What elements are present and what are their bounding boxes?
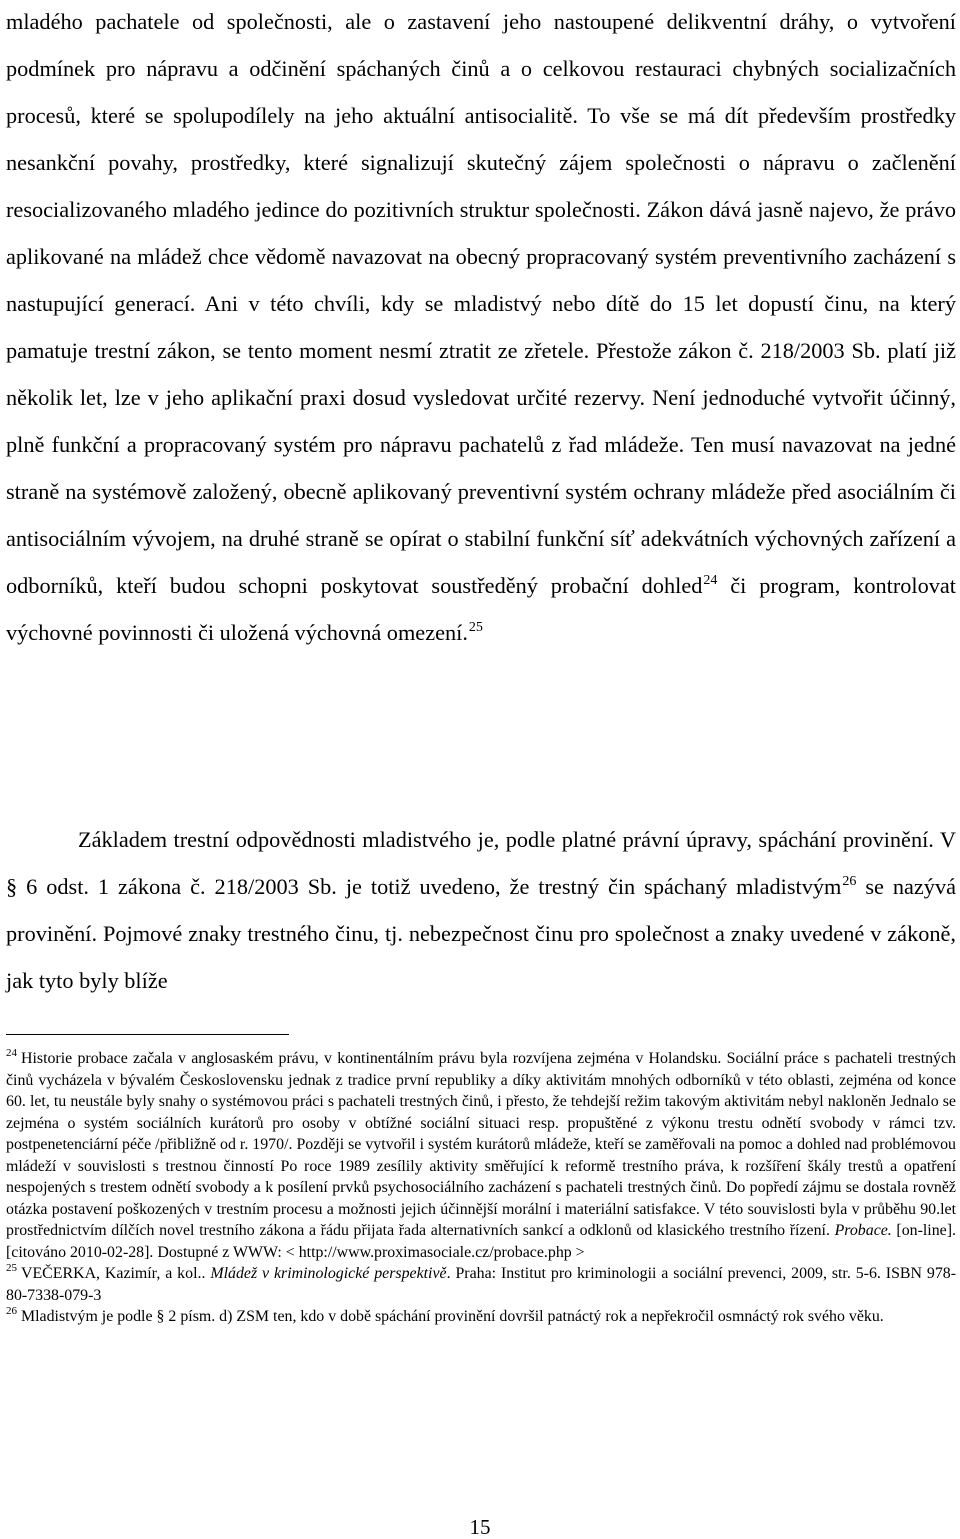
footnote [6,1048,956,1263]
footnote [6,1263,956,1306]
footnote-reference[interactable]: 26 [842,874,857,889]
footnote-text: [on-line]. [citováno 2010-02-28]. Dostupné z WWW: < http://www.proximasociale.cz/probace.php > [6,1222,956,1261]
footnote-number: 26 [6,1305,17,1317]
footnote-number: 24 [6,1047,17,1059]
footnote-text: . Praha: Institut pro kriminologii a sociální prevenci, 2009, str. 5-6. ISBN 978-80-7338-079-3 [6,1265,957,1304]
footnote-separator [6,1034,289,1035]
body-paragraph [6,0,956,656]
paragraph-text: či program, kontrolovat výchovné povinnosti či uložená výchovná omezení. [6,573,956,645]
paragraph-text: se nazývá provinění. Pojmové znaky trestného činu, tj. nebezpečnost činu pro společnost a znaky uvedené v zákoně, jak tyto byly blíže [6,874,957,993]
footnote-number: 25 [6,1262,17,1274]
footnote-text: Historie probace začala v anglosaském právu, v kontinentálním právu byla rozvíjena zejména v Holandsku. Sociální práce s pachateli trestných činů vycházela v bývalém Československu jednak z tradice první republiky a díky aktivitám mnohých odborníků v této oblasti, zejména od konce 60. let, tu neustále byly snahy o systémovou práci s pachateli trestných činů, i přesto, že tehdejší režim takovým aktivitám nebyl nakloněn Jednalo se zejména o systém sociálních kurátorů pro osoby v obtížné sociální situaci resp. propuštěné z výkonu trestu odnětí svobody v rámci tzv. postpenetenciární péče /přibližně od r. 1970/. Později se vytvořil i systém kurátorů mládeže, kteří se zaměřovali na pomoc a dohled nad problémovou mládeží v souvislosti s trestnou činností Po roce 1989 zesílily aktivity směřující k reformě trestního práva, k rozšíření škály trestů a opatření nespojených s trestem odnětí svobody a k posílení prvků psychosociálního zacházení s pachateli trestných činů. Do popředí zájmu se dostala rovněž otázka postavení poškozených v trestním procesu a možnosti jejich účinnější morální i materiální satisfakce. V této souvislosti byla v průběhu 90.let prostřednictvím dílčích novel trestního zákona a řádu přijata řada alternativních sankcí a odklonů od klasického trestního řízení. [6,1050,956,1239]
footnote-title: Probace. [834,1222,892,1239]
footnote [6,1306,956,1328]
footnote-text: VEČERKA, Kazimír, a kol.. [21,1265,211,1282]
page-number: 15 [469,1515,491,1539]
footnote-title: Mládež v kriminologické perspektivě [210,1265,447,1282]
footnote-reference[interactable]: 24 [703,573,718,588]
body-paragraph [6,816,956,1004]
paragraph-text: mladého pachatele od společnosti, ale o zastavení jeho nastoupené delikventní dráhy, o vytvoření podmínek pro nápravu a odčinění spáchaných činů a o celkovou restauraci chybných socializačních procesů, které se spolupodílely na jeho aktuální antisocialitě. To vše se má dít především prostředky nesankční povahy, prostředky, které signalizují skutečný zájem společnosti o nápravu o začlenění resocializovaného mladého jedince do pozitivních struktur společnosti. Zákon dává jasně najevo, že právo aplikované na mládež chce vědomě navazovat na obecný propracovaný systém preventivního zacházení s nastupující generací. Ani v této chvíli, kdy se mladistvý nebo dítě do 15 let dopustí činu, na který pamatuje trestní zákon, se tento moment nesmí ztratit ze zřetele. Přestože zákon č. 218/2003 Sb. platí již několik let, lze v jeho aplikační praxi dosud vysledovat určité rezervy. Není jednoduché vytvořit účinný, plně funkční a propracovaný systém pro nápravu pachatelů z řad mládeže. Ten musí navazovat na jedné straně na systémově založený, obecně aplikovaný preventivní systém ochrany mládeže před asociálním či antisociálním vývojem, na druhé straně se opírat o stabilní funkční síť adekvátních výchovných zařízení a odborníků, kteří budou schopni poskytovat soustředěný probační dohled [6,9,956,598]
footnotes [6,1048,956,1328]
footnote-text: Mladistvým je podle § 2 písm. d) ZSM ten, kdo v době spáchání provinění dovršil patnáctý rok a nepřekročil osmnáctý rok svého věku. [21,1308,884,1325]
paragraph-text: Základem trestní odpovědnosti mladistvého je, podle platné právní úpravy, spáchání provinění. V § 6 odst. 1 zákona č. 218/2003 Sb. je totiž uvedeno, že trestný čin spáchaný mladistvým [6,827,956,899]
footnote-reference[interactable]: 25 [468,620,483,635]
